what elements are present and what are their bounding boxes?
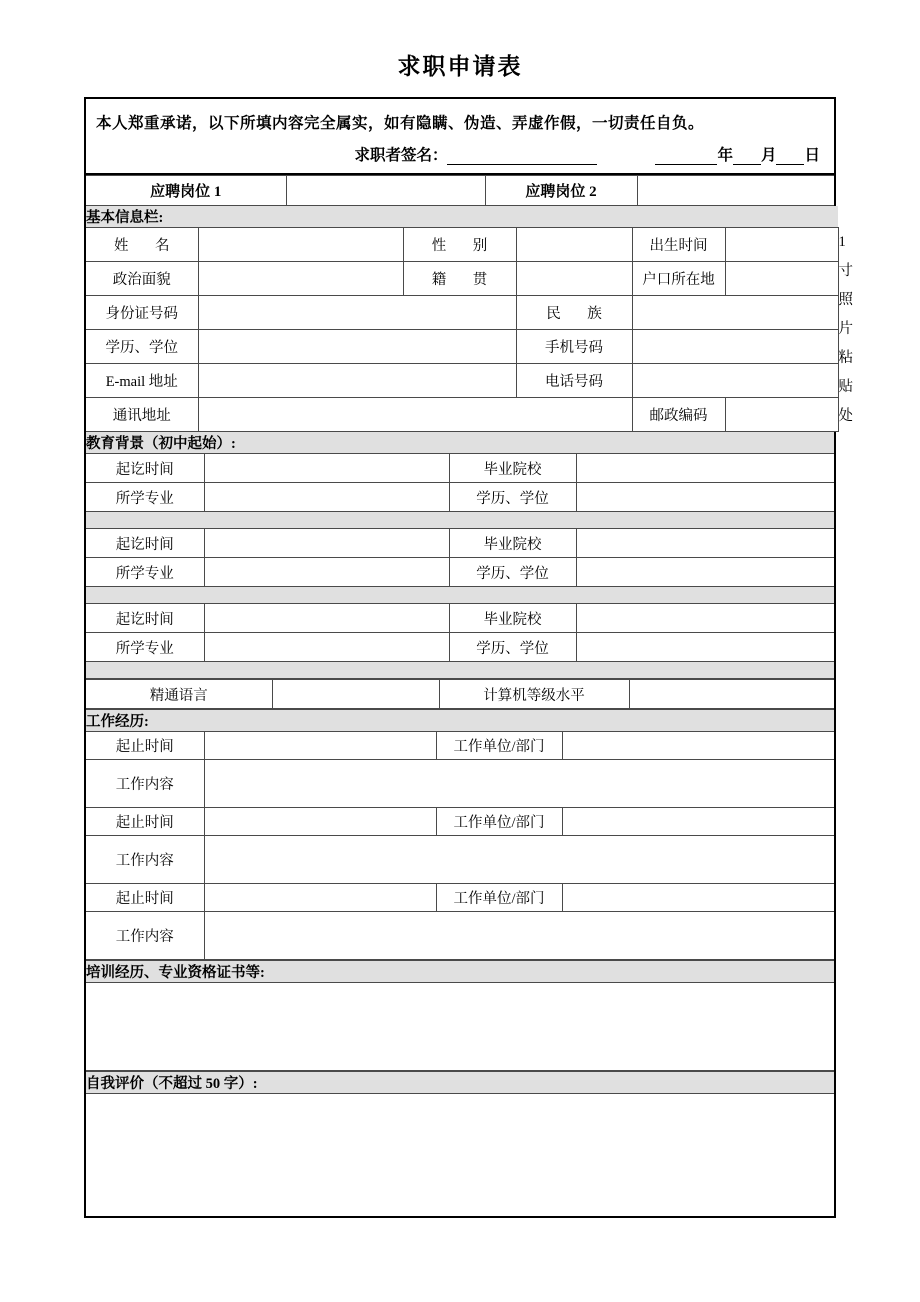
year-unit: 年: [717, 147, 733, 164]
label-edu-degree: 学历、学位: [449, 558, 576, 587]
day-input[interactable]: [776, 150, 804, 165]
label-work-employer: 工作单位/部门: [436, 732, 562, 760]
declaration-block: [86, 99, 834, 175]
table-row: [86, 732, 834, 760]
table-row: [86, 176, 834, 206]
label-household-location: 户口所在地: [632, 262, 725, 296]
input-mailing-address[interactable]: [198, 398, 632, 432]
separator-row: [86, 662, 834, 679]
label-mobile-number: 手机号码: [516, 330, 632, 364]
section-header-row: [86, 1072, 834, 1094]
input-ethnicity[interactable]: [632, 296, 838, 330]
input-political-status[interactable]: [198, 262, 403, 296]
table-row: 姓 名 性 别 出生时间 1 寸照片 粘贴处: [86, 228, 838, 262]
input-edu-period-3[interactable]: [204, 604, 449, 633]
training-table: [86, 960, 834, 1071]
label-postal-code: 邮政编码: [632, 398, 725, 432]
input-work-period-2[interactable]: [204, 808, 436, 836]
label-work-employer: 工作单位/部门: [436, 884, 562, 912]
label-edu-major: 所学专业: [86, 483, 204, 512]
label-work-period: 起止时间: [86, 808, 204, 836]
input-edu-major-1[interactable]: [204, 483, 449, 512]
label-edu-degree: 学历、学位: [449, 633, 576, 662]
signature-label: 求职者签名：: [354, 147, 448, 164]
skills-table: [86, 679, 834, 709]
input-telephone[interactable]: [632, 364, 838, 398]
separator: [86, 662, 834, 679]
label-work-period: 起止时间: [86, 884, 204, 912]
input-edu-degree-2[interactable]: [576, 558, 834, 587]
table-row: [86, 262, 838, 296]
table-row: [86, 364, 838, 398]
input-name[interactable]: [198, 228, 403, 262]
label-edu-period: 起讫时间: [86, 529, 204, 558]
self-evaluation-table: [86, 1071, 834, 1216]
label-edu-school: 毕业院校: [449, 604, 576, 633]
label-email: E-mail 地址: [86, 364, 198, 398]
table-row: [86, 983, 834, 1071]
page-title: 求职申请表: [397, 54, 523, 79]
label-work-duties: 工作内容: [86, 836, 204, 884]
input-edu-period-2[interactable]: [204, 529, 449, 558]
input-work-duties-2[interactable]: [204, 836, 834, 884]
education-table: [86, 432, 834, 679]
input-edu-major-2[interactable]: [204, 558, 449, 587]
label-political-status: 政治面貌: [86, 262, 198, 296]
label-id-number: 身份证号码: [86, 296, 198, 330]
separator-row: [86, 587, 834, 604]
input-education-degree[interactable]: [198, 330, 516, 364]
input-edu-school-1[interactable]: [576, 454, 834, 483]
label-work-duties: 工作内容: [86, 760, 204, 808]
table-row: [86, 1094, 834, 1216]
input-edu-school-3[interactable]: [576, 604, 834, 633]
label-mailing-address: 通讯地址: [86, 398, 198, 432]
label-edu-school: 毕业院校: [449, 529, 576, 558]
section-header-row: [86, 206, 838, 228]
section-header-row: [86, 432, 834, 454]
input-edu-period-1[interactable]: [204, 454, 449, 483]
table-row: [86, 398, 838, 432]
label-edu-major: 所学专业: [86, 558, 204, 587]
input-birth-date[interactable]: [725, 228, 838, 262]
input-work-employer-3[interactable]: [562, 884, 834, 912]
label-gender: 性 别: [403, 228, 516, 262]
table-row: [86, 604, 834, 633]
position2-label: 应聘岗位 2: [485, 176, 637, 206]
input-mobile-number[interactable]: [632, 330, 838, 364]
label-edu-school: 毕业院校: [449, 454, 576, 483]
separator: [86, 587, 834, 604]
label-telephone: 电话号码: [516, 364, 632, 398]
day-unit: 日: [804, 147, 820, 164]
year-input[interactable]: [655, 150, 717, 165]
input-work-employer-1[interactable]: [562, 732, 834, 760]
table-row: [86, 680, 834, 709]
input-email[interactable]: [198, 364, 516, 398]
signature-line: [96, 143, 824, 165]
applied-positions-table: [86, 175, 834, 206]
table-row: [86, 836, 834, 884]
label-birth-date: 出生时间: [632, 228, 725, 262]
label-work-duties: 工作内容: [86, 912, 204, 960]
label-native-place: 籍 贯: [403, 262, 516, 296]
label-edu-period: 起讫时间: [86, 454, 204, 483]
input-work-period-3[interactable]: [204, 884, 436, 912]
input-edu-degree-1[interactable]: [576, 483, 834, 512]
label-ethnicity: 民 族: [516, 296, 632, 330]
input-edu-major-3[interactable]: [204, 633, 449, 662]
label-computer-level: 计算机等级水平: [439, 680, 629, 709]
training-section-title: 培训经历、专业资格证书等:: [86, 961, 834, 983]
work-experience-section-title: 工作经历:: [86, 710, 834, 732]
table-row: [86, 912, 834, 960]
position1-input[interactable]: [286, 176, 485, 206]
input-native-place[interactable]: [516, 262, 632, 296]
separator: [86, 512, 834, 529]
section-header-row: [86, 961, 834, 983]
table-row: [86, 558, 834, 587]
table-row: [86, 884, 834, 912]
label-language: 精通语言: [86, 680, 272, 709]
basic-info-section-title: 基本信息栏:: [86, 206, 838, 228]
input-work-period-1[interactable]: [204, 732, 436, 760]
table-row: [86, 808, 834, 836]
input-work-employer-2[interactable]: [562, 808, 834, 836]
position2-input[interactable]: [637, 176, 834, 206]
declaration-statement: 本人郑重承诺，以下所填内容完全属实，如有隐瞒、伪造、弄虚作假，一切责任自负。: [96, 115, 705, 132]
table-row: [86, 529, 834, 558]
input-edu-degree-3[interactable]: [576, 633, 834, 662]
table-row: [86, 330, 838, 364]
input-id-number[interactable]: [198, 296, 516, 330]
label-edu-degree: 学历、学位: [449, 483, 576, 512]
input-language[interactable]: [272, 680, 439, 709]
basic-info-table: [86, 206, 853, 432]
table-row: [86, 760, 834, 808]
signature-input[interactable]: [447, 150, 597, 165]
label-work-employer: 工作单位/部门: [436, 808, 562, 836]
input-work-duties-1[interactable]: [204, 760, 834, 808]
position1-label: 应聘岗位 1: [86, 176, 286, 206]
month-unit: 月: [760, 147, 777, 164]
table-row: [86, 454, 834, 483]
input-self-evaluation[interactable]: [86, 1094, 834, 1216]
table-row: [86, 483, 834, 512]
education-section-title: 教育背景（初中起始）:: [86, 432, 834, 454]
input-gender[interactable]: [516, 228, 632, 262]
label-edu-major: 所学专业: [86, 633, 204, 662]
input-postal-code[interactable]: [725, 398, 838, 432]
separator-row: [86, 512, 834, 529]
input-household-location[interactable]: [725, 262, 838, 296]
self-evaluation-section-title: 自我评价（不超过 50 字）:: [86, 1072, 834, 1094]
label-edu-period: 起讫时间: [86, 604, 204, 633]
table-row: [86, 633, 834, 662]
input-work-duties-3[interactable]: [204, 912, 834, 960]
application-form: [84, 97, 853, 1218]
section-header-row: [86, 710, 834, 732]
table-row: [86, 296, 838, 330]
work-experience-table: [86, 709, 834, 960]
input-training[interactable]: [86, 983, 834, 1071]
label-education-degree: 学历、学位: [86, 330, 198, 364]
input-computer-level[interactable]: [629, 680, 834, 709]
input-edu-school-2[interactable]: [576, 529, 834, 558]
label-name: 姓 名: [86, 228, 198, 262]
month-input[interactable]: [733, 150, 761, 165]
label-work-period: 起止时间: [86, 732, 204, 760]
